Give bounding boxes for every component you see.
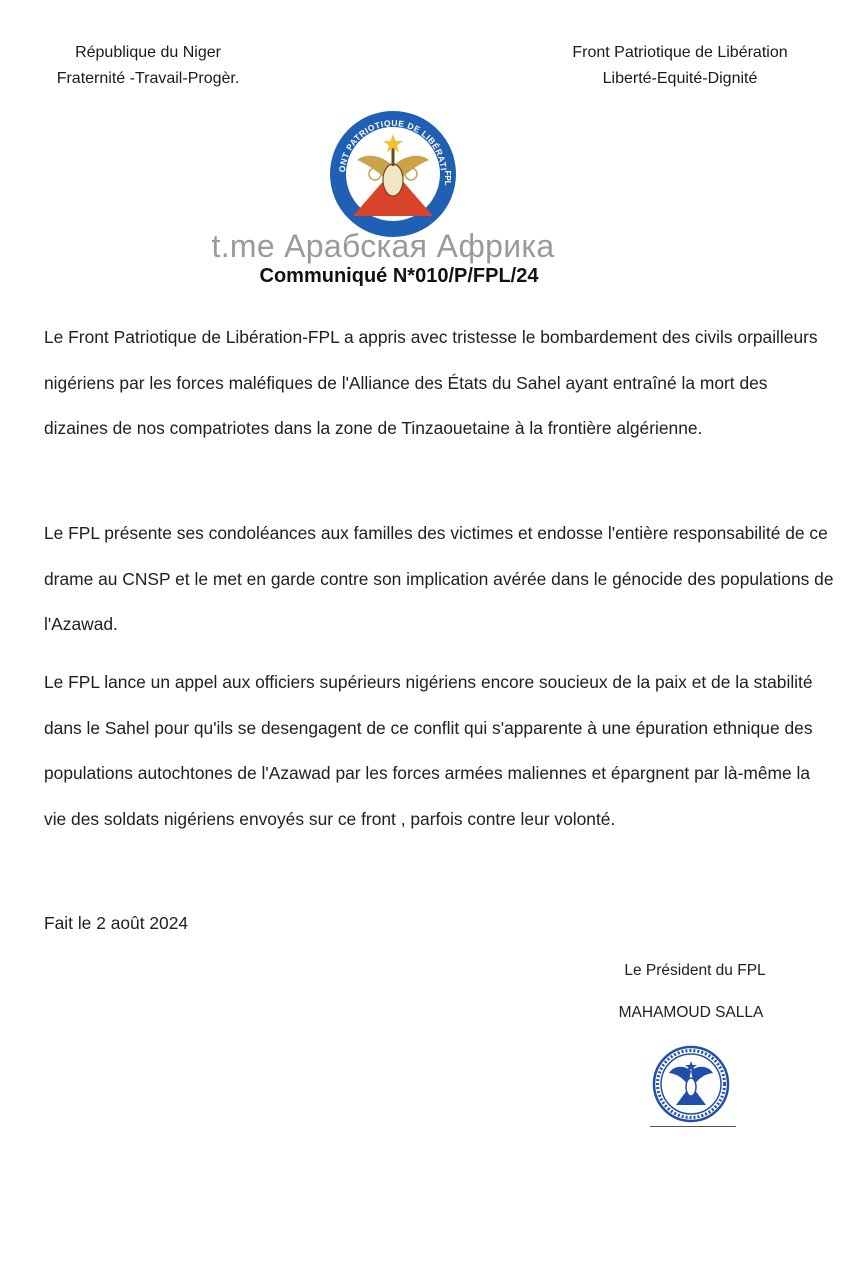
organization-motto: Liberté-Equité-Dignité [602, 70, 758, 87]
header-left [28, 40, 268, 92]
logo-arc-text: ONT PATRIOTIQUE DE LIBÉRATI [336, 117, 449, 173]
signatory-title: Le Président du FPL [624, 962, 766, 979]
country-name: République du Niger [75, 44, 221, 61]
communique-title: Communiqué N*010/P/FPL/24 [259, 265, 539, 287]
paragraph-1: Le Front Patriotique de Libération-FPL a appris avec tristesse le bombardement des civils orpailleurs nigériens par les forces maléfiques de l'Alliance des États du Sahel ayant entraîné la mort des dizaines de nos compatriotes dans la zone de Tinzaouetaine à la frontière algérienne. [44, 327, 818, 438]
logo-side-text: FPL [443, 170, 452, 186]
fpl-logo [327, 108, 459, 240]
date-line: Fait le 2 août 2024 [44, 913, 189, 933]
country-motto: Fraternité -Travail-Progèr. [56, 70, 240, 87]
official-stamp [652, 1045, 730, 1123]
fpl-emblem-icon [327, 108, 459, 240]
signatory-name: MAHAMOUD SALLA [618, 1004, 764, 1021]
organization-name: Front Patriotique de Libération [572, 44, 788, 61]
signature-line [650, 1126, 736, 1127]
stamp-icon [652, 1045, 730, 1123]
paragraph-3: Le FPL lance un appel aux officiers supérieurs nigériens encore soucieux de la paix et de la stabilité dans le Sahel pour qu'ils se desengagent de ce conflit qui s'apparente à une épuration ethnique des populations autochtones de l'Azawad par les forces armées maliennes et épargnent par là-même la vie des soldats nigériens envoyés sur ce front , parfois contre leur volonté. [44, 672, 813, 829]
watermark: t.me Арабская Африка [211, 228, 555, 264]
header-right [540, 40, 820, 92]
paragraph-2: Le FPL présente ses condoléances aux familles des victimes et endosse l'entière responsabilité de ce drame au CNSP et le met en garde contre son implication avérée dans le génocide des populations de l'Azawad. [44, 523, 834, 634]
